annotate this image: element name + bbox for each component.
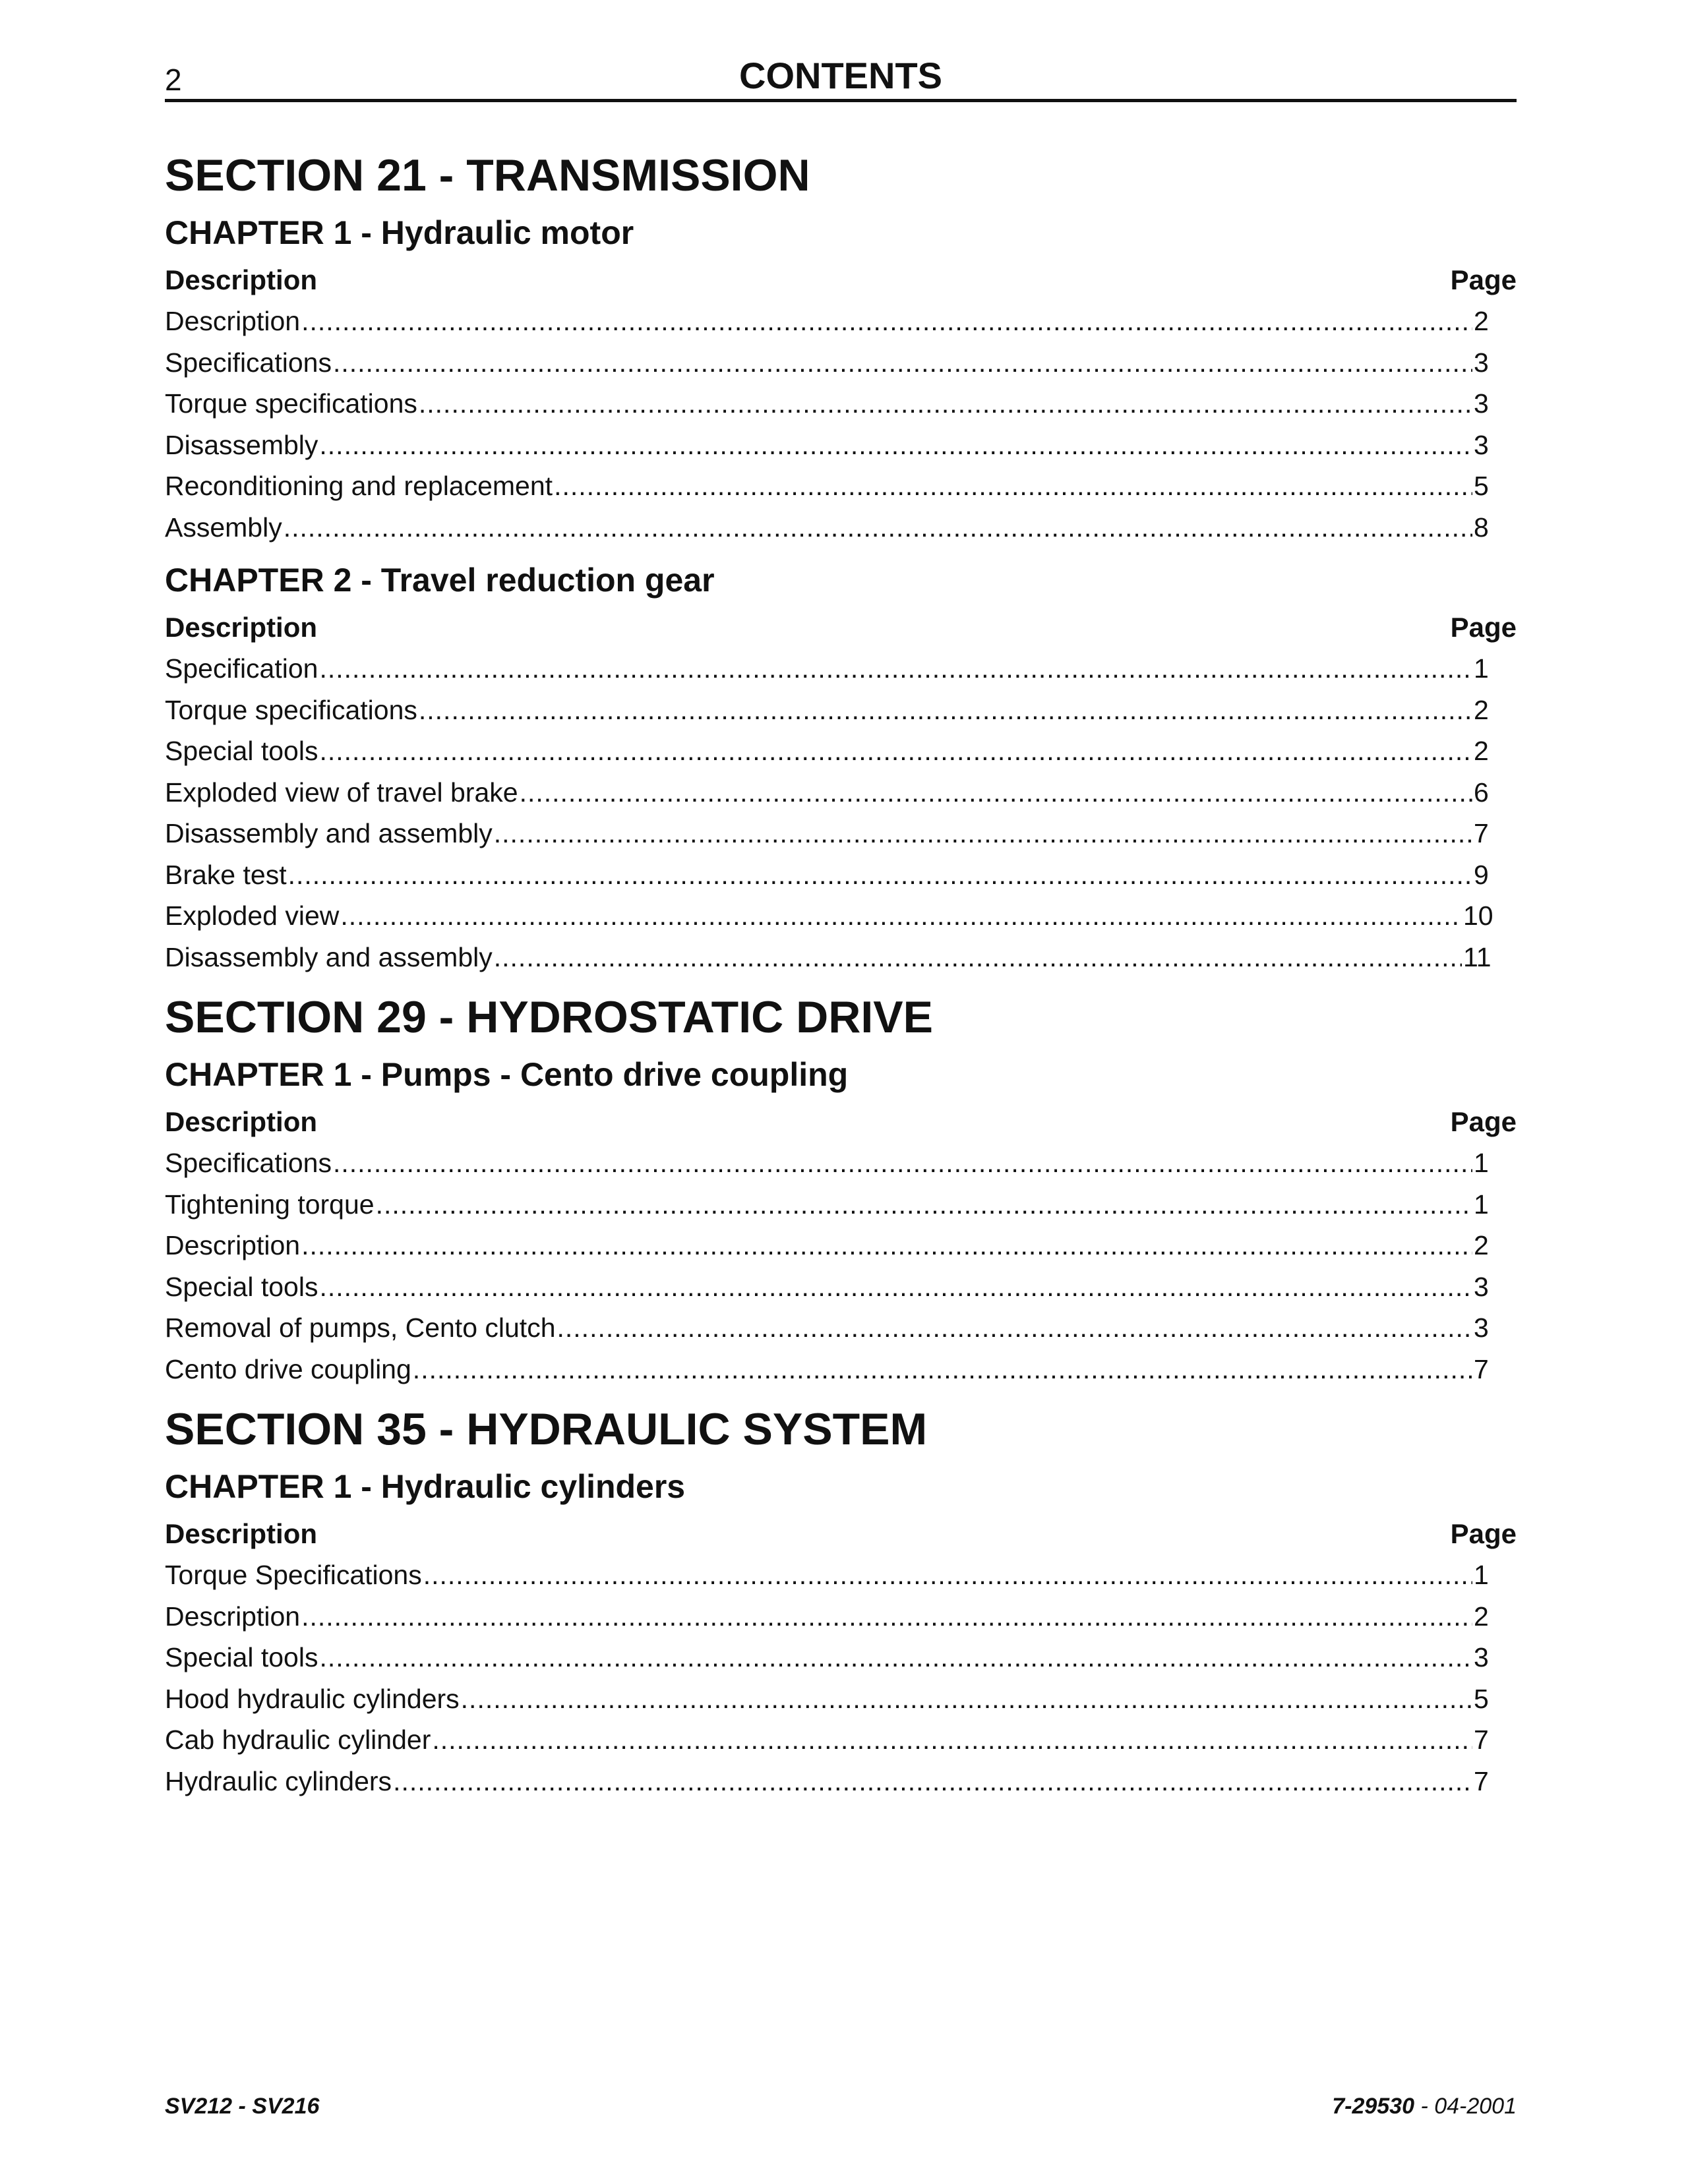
toc-entry[interactable] — [165, 813, 1493, 854]
dot-leader — [494, 937, 1462, 978]
entry-page: 3 — [1474, 388, 1489, 419]
dot-leader — [520, 772, 1472, 813]
entry-label: Description — [165, 1601, 301, 1632]
entry-page: 6 — [1474, 777, 1489, 808]
entry-label: Description — [165, 1230, 301, 1260]
entry-label: Special tools — [165, 1642, 318, 1672]
description-column-header: Description — [165, 1106, 318, 1137]
toc-entry[interactable] — [165, 730, 1493, 772]
entry-page: 9 — [1474, 859, 1489, 890]
column-headers — [165, 260, 1517, 301]
entry-page: 1 — [1474, 653, 1489, 684]
entry-label: Brake test — [165, 859, 287, 890]
entry-page: 2 — [1474, 1230, 1489, 1260]
toc-section — [165, 145, 1517, 978]
entry-page: 3 — [1474, 1642, 1489, 1672]
section-spacer — [165, 978, 1517, 987]
dot-leader — [319, 425, 1472, 466]
dot-leader — [340, 895, 1462, 937]
entry-label: Cento drive coupling — [165, 1353, 411, 1384]
entry-label: Exploded view of travel brake — [165, 777, 518, 808]
toc-chapter — [165, 1048, 1517, 1390]
dot-leader — [319, 1637, 1472, 1678]
entry-page: 1 — [1474, 1560, 1489, 1590]
toc-entry[interactable] — [165, 383, 1493, 425]
entry-label: Disassembly — [165, 429, 318, 460]
entry-page: 1 — [1474, 1148, 1489, 1178]
toc-entry[interactable] — [165, 1761, 1493, 1802]
entry-label: Assembly — [165, 512, 282, 543]
dot-leader — [554, 465, 1472, 507]
entry-label: Specifications — [165, 1148, 332, 1178]
entry-label: Hydraulic cylinders — [165, 1765, 392, 1796]
dot-leader — [419, 690, 1472, 731]
entry-label: Tightening torque — [165, 1189, 375, 1220]
entry-page: 7 — [1474, 818, 1489, 848]
section-title: SECTION 35 - HYDRAULIC SYSTEM — [165, 1404, 928, 1454]
toc-entry[interactable] — [165, 1266, 1493, 1308]
toc-entry[interactable] — [165, 1142, 1493, 1184]
chapter-title: CHAPTER 1 - Hydraulic motor — [165, 214, 634, 251]
toc-entry[interactable] — [165, 937, 1493, 978]
entry-label: Special tools — [165, 1271, 318, 1302]
dot-leader — [288, 854, 1472, 896]
entry-label: Special tools — [165, 736, 318, 766]
entry-page: 10 — [1463, 900, 1493, 931]
page-column-header: Page — [1450, 1518, 1517, 1549]
toc-chapter — [165, 1460, 1517, 1802]
toc-entry[interactable] — [165, 1637, 1493, 1678]
entry-page: 3 — [1474, 347, 1489, 378]
footer-doc-ref — [1332, 2094, 1517, 2119]
dot-leader — [333, 1142, 1472, 1184]
entry-label: Removal of pumps, Cento clutch — [165, 1313, 556, 1343]
toc-entry[interactable] — [165, 301, 1493, 342]
toc-entry[interactable] — [165, 1184, 1493, 1225]
page-title: CONTENTS — [739, 55, 942, 96]
chapter-title: CHAPTER 1 - Hydraulic cylinders — [165, 1468, 686, 1505]
dot-leader — [419, 383, 1472, 425]
entry-page: 7 — [1474, 1725, 1489, 1755]
page-column-header: Page — [1450, 612, 1517, 643]
dot-leader — [319, 1266, 1472, 1308]
entry-label: Exploded view — [165, 900, 340, 931]
entry-page: 2 — [1474, 694, 1489, 725]
entry-page: 3 — [1474, 1313, 1489, 1343]
toc-entry[interactable] — [165, 465, 1493, 507]
entry-page: 11 — [1463, 941, 1492, 972]
entry-page: 7 — [1474, 1765, 1489, 1796]
dot-leader — [461, 1678, 1472, 1720]
section-title: SECTION 29 - HYDROSTATIC DRIVE — [165, 992, 933, 1042]
toc-entry[interactable] — [165, 1349, 1493, 1390]
dot-leader — [319, 648, 1472, 690]
page-header — [165, 54, 1517, 102]
description-column-header: Description — [165, 264, 318, 295]
section-spacer — [165, 1390, 1517, 1399]
toc-chapter — [165, 553, 1517, 978]
toc-entry[interactable] — [165, 648, 1493, 690]
entry-page: 5 — [1474, 1683, 1489, 1714]
entry-page: 2 — [1474, 736, 1489, 766]
entry-page: 1 — [1474, 1189, 1489, 1220]
entry-label: Torque Specifications — [165, 1560, 422, 1590]
column-headers — [165, 1102, 1517, 1142]
toc-entry[interactable] — [165, 1554, 1493, 1596]
chapter-title: CHAPTER 2 - Travel reduction gear — [165, 562, 715, 599]
entry-label: Specifications — [165, 347, 332, 378]
toc-entry[interactable] — [165, 1596, 1493, 1638]
entry-label: Disassembly and assembly — [165, 941, 493, 972]
entry-label: Disassembly and assembly — [165, 818, 493, 848]
dot-leader — [301, 1225, 1472, 1266]
section-title: SECTION 21 - TRANSMISSION — [165, 150, 810, 200]
entry-label: Description — [165, 306, 301, 336]
toc-entry[interactable] — [165, 507, 1493, 548]
page-column-header: Page — [1450, 1106, 1517, 1137]
dot-leader — [432, 1719, 1472, 1761]
toc-entry[interactable] — [165, 1719, 1493, 1761]
toc-entry[interactable] — [165, 1225, 1493, 1266]
description-column-header: Description — [165, 612, 318, 643]
entry-page: 3 — [1474, 429, 1489, 460]
entry-page: 8 — [1474, 512, 1489, 543]
toc-entry[interactable] — [165, 854, 1493, 896]
chapter-title: CHAPTER 1 - Pumps - Cento drive coupling — [165, 1056, 849, 1093]
dot-leader — [319, 730, 1472, 772]
toc-section — [165, 987, 1517, 1390]
page-footer — [165, 2094, 1517, 2127]
dot-leader — [333, 342, 1472, 384]
toc-entry[interactable] — [165, 1307, 1493, 1349]
footer-doc-number: 7-29530 — [1332, 2094, 1414, 2119]
entry-label: Torque specifications — [165, 694, 417, 725]
toc-section — [165, 1399, 1517, 1802]
dot-leader — [393, 1761, 1472, 1802]
entry-page: 3 — [1474, 1271, 1489, 1302]
dot-leader — [557, 1307, 1473, 1349]
table-of-contents — [165, 145, 1517, 1802]
toc-entry[interactable] — [165, 772, 1493, 813]
toc-entry[interactable] — [165, 690, 1493, 731]
page-number: 2 — [165, 63, 182, 97]
chapter-spacer — [165, 548, 1517, 553]
toc-entry[interactable] — [165, 342, 1493, 384]
dot-leader — [301, 301, 1472, 342]
entry-page: 5 — [1474, 471, 1489, 501]
column-headers — [165, 1514, 1517, 1554]
description-column-header: Description — [165, 1518, 318, 1549]
page-column-header: Page — [1450, 264, 1517, 295]
toc-chapter — [165, 206, 1517, 548]
dot-leader — [376, 1184, 1472, 1225]
entry-label: Specification — [165, 653, 318, 684]
dot-leader — [284, 507, 1472, 548]
column-headers — [165, 607, 1517, 648]
dot-leader — [301, 1596, 1472, 1638]
entry-page: 2 — [1474, 1601, 1489, 1632]
dot-leader — [413, 1349, 1472, 1390]
dot-leader — [494, 813, 1472, 854]
toc-entry[interactable] — [165, 1678, 1493, 1720]
entry-label: Cab hydraulic cylinder — [165, 1725, 431, 1755]
footer-date: - 04-2001 — [1414, 2094, 1517, 2119]
entry-page: 2 — [1474, 306, 1489, 336]
dot-leader — [423, 1554, 1472, 1596]
footer-models: SV212 - SV216 — [165, 2094, 320, 2119]
entry-page: 7 — [1474, 1353, 1489, 1384]
toc-entry[interactable] — [165, 895, 1493, 937]
entry-label: Torque specifications — [165, 388, 417, 419]
entry-label: Reconditioning and replacement — [165, 471, 553, 501]
toc-entry[interactable] — [165, 425, 1493, 466]
entry-label: Hood hydraulic cylinders — [165, 1683, 460, 1714]
